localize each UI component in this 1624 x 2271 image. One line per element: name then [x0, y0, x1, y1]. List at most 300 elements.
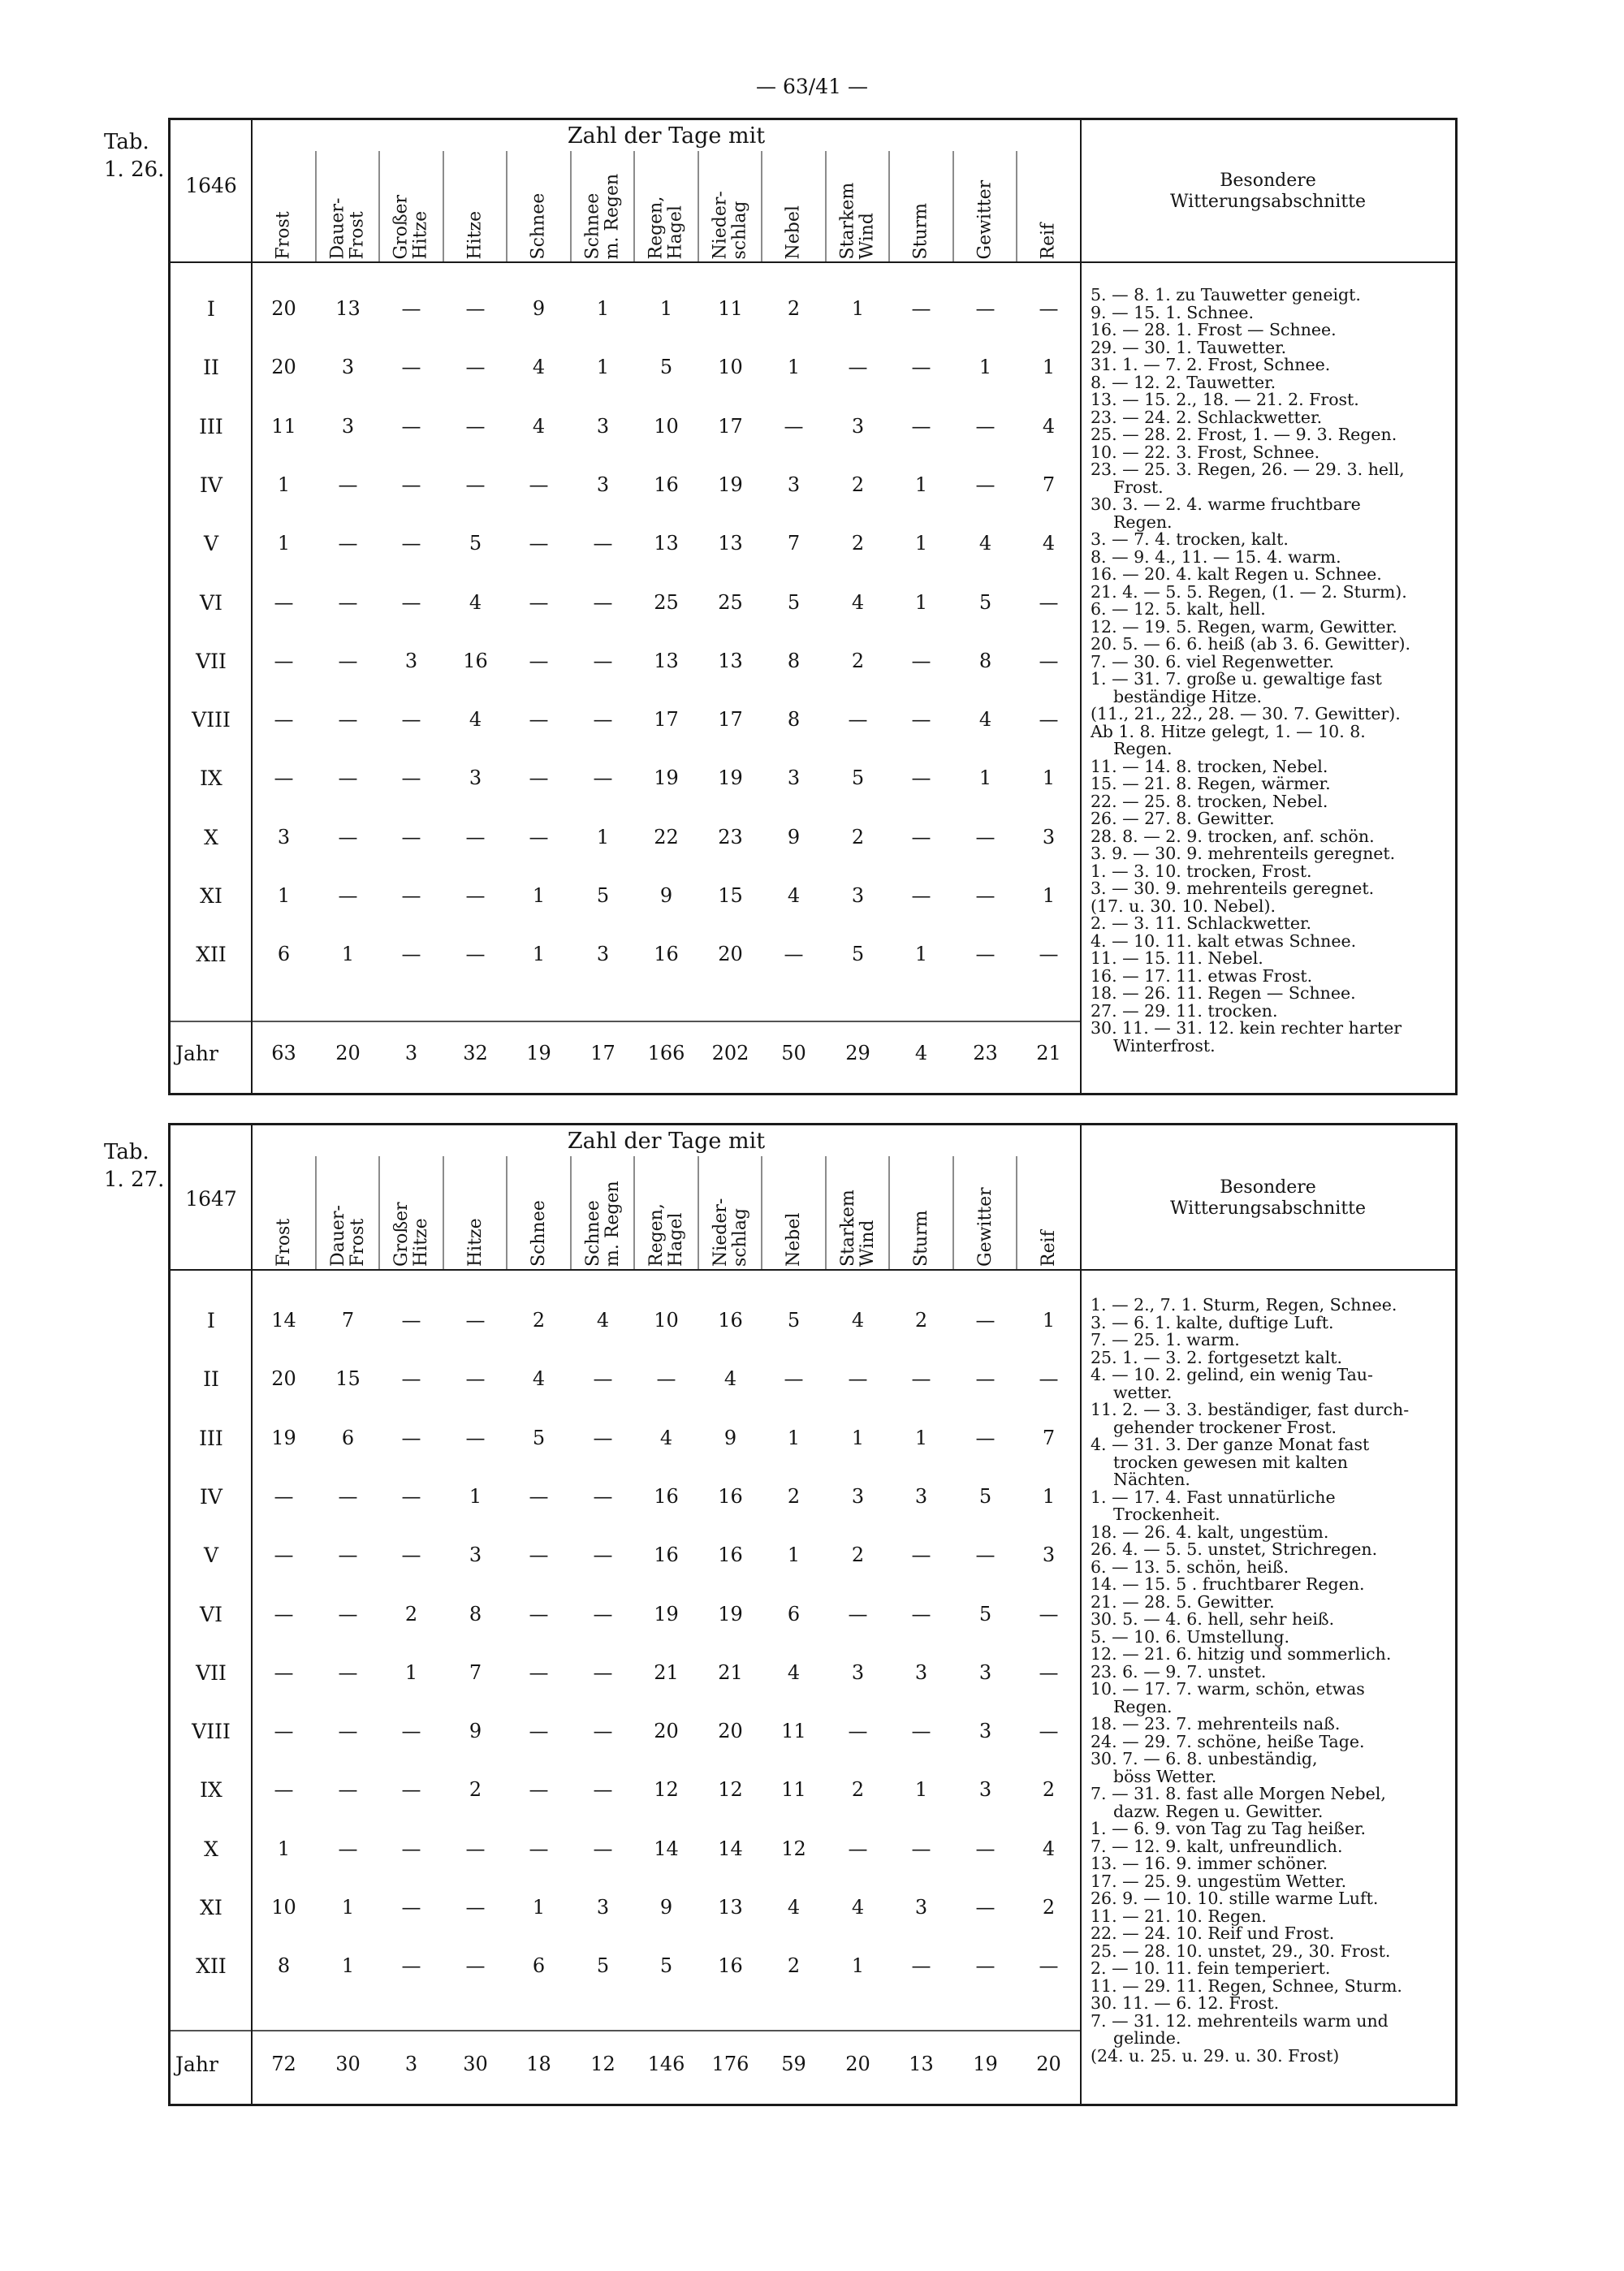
table-cell: 3	[469, 1544, 482, 1567]
table-cell: 13	[335, 297, 361, 320]
remark-line: 25. 1. — 3. 2. fortgesetzt kalt.	[1091, 1347, 1342, 1367]
table-cell: —	[465, 414, 486, 438]
table-cell: 9	[787, 825, 801, 848]
table-cell: —	[593, 1720, 613, 1743]
table-cell: 5	[978, 1602, 992, 1626]
remark-line: 22. — 25. 8. trocken, Nebel.	[1091, 791, 1328, 811]
column-header: Hitze	[464, 210, 486, 259]
table-cell: —	[401, 1837, 421, 1860]
table-cell: —	[593, 1837, 613, 1860]
table-cell: —	[593, 1660, 613, 1684]
table-cell: —	[529, 532, 549, 555]
table-cell: —	[338, 1484, 358, 1508]
table-cell: 2	[851, 473, 865, 496]
table-cell: —	[975, 297, 996, 320]
table-cell: —	[274, 1602, 294, 1626]
remark-line: 15. — 21. 8. Regen, wärmer.	[1091, 774, 1331, 793]
table-cell: —	[975, 825, 996, 848]
table-cell: 2	[851, 1544, 865, 1567]
total-cell: 20	[335, 1042, 361, 1064]
table-cell: 20	[718, 1720, 743, 1743]
table-cell: 8	[787, 708, 801, 732]
total-cell: 146	[647, 2053, 685, 2075]
remark-line: 30. 3. — 2. 4. warme fruchtbare	[1091, 494, 1361, 514]
table-cell: —	[274, 1660, 294, 1684]
table-cell: 1	[532, 1896, 546, 1919]
remark-line: 12. — 19. 5. Regen, warm, Gewitter.	[1091, 616, 1397, 637]
remark-line: 18. — 26. 11. Regen — Schnee.	[1091, 983, 1356, 1003]
table-cell: 1	[787, 1544, 801, 1567]
table-cell: 3	[851, 414, 865, 438]
table-cell: —	[529, 1660, 549, 1684]
table-cell: —	[911, 1544, 931, 1567]
table-cell: 1	[978, 356, 992, 379]
table-year: 1646	[185, 174, 237, 197]
table-cell: 5	[596, 1954, 610, 1978]
column-header: Schnee	[528, 192, 549, 259]
table-cell: 13	[718, 649, 743, 672]
column-header: Schnee m. Regen	[582, 1181, 623, 1267]
month-label: II	[203, 1367, 219, 1392]
table-cell: 5	[851, 766, 865, 790]
month-label: X	[204, 1837, 218, 1861]
table-cell: 13	[654, 532, 679, 555]
table-cell: 4	[659, 1426, 673, 1449]
table-cell: 16	[718, 1544, 743, 1567]
table-cell: 16	[654, 1544, 679, 1567]
table-cell: 9	[723, 1426, 737, 1449]
table-cell: 1	[277, 884, 291, 907]
remark-line: 26. 9. — 10. 10. stille warme Luft.	[1091, 1889, 1379, 1908]
table-cell: —	[593, 1426, 613, 1449]
remark-line: 25. — 28. 2. Frost, 1. — 9. 3. Regen.	[1091, 425, 1397, 444]
table-cell: —	[911, 1837, 931, 1860]
table-cell: —	[401, 708, 421, 732]
table-cell: —	[911, 414, 931, 438]
table-cell: 4	[1042, 414, 1056, 438]
table-cell: 1	[914, 943, 928, 966]
table-cell: 1	[914, 1778, 928, 1802]
table-cell: 19	[718, 473, 743, 496]
table-cell: 3	[787, 473, 801, 496]
table-cell: —	[338, 1660, 358, 1684]
table-cell: —	[338, 1837, 358, 1860]
table-cell: —	[593, 1602, 613, 1626]
table-cell: —	[465, 943, 486, 966]
table-cell: 11	[718, 297, 743, 320]
table-cell: 3	[914, 1896, 928, 1919]
column-header: Schnee	[528, 1200, 549, 1267]
table-cell: 17	[654, 708, 679, 732]
table-cell: 5	[787, 590, 801, 614]
table-cell: 3	[851, 1484, 865, 1508]
total-cell: 19	[526, 1042, 551, 1064]
remark-line: 25. — 28. 10. unstet, 29., 30. Frost.	[1091, 1941, 1391, 1961]
total-cell: 32	[463, 1042, 488, 1064]
column-header: Großer Hitze	[391, 194, 431, 259]
table-cell: —	[338, 766, 358, 790]
table-cell: —	[338, 825, 358, 848]
remark-line: 7. — 25. 1. warm.	[1091, 1330, 1240, 1349]
table-cell: 16	[718, 1484, 743, 1508]
table-cell: —	[529, 1778, 549, 1802]
table-cell: —	[465, 473, 486, 496]
remark-line: Ab 1. 8. Hitze gelegt, 1. — 10. 8.	[1091, 721, 1366, 741]
remark-line: 8. — 12. 2. Tauwetter.	[1091, 372, 1276, 392]
table-cell: —	[784, 1367, 804, 1391]
table-cell: —	[274, 708, 294, 732]
table-cell: 7	[341, 1309, 355, 1332]
table-cell: 7	[1042, 1426, 1056, 1449]
table-cell: —	[529, 590, 549, 614]
month-label: VIII	[192, 1720, 231, 1744]
table-cell: 11	[781, 1778, 806, 1802]
table-cell: —	[593, 766, 613, 790]
table-cell: —	[656, 1367, 676, 1391]
table-cell: —	[401, 1367, 421, 1391]
table-cell: 3	[851, 884, 865, 907]
remark-line: Regen.	[1113, 739, 1173, 758]
table-cell: —	[338, 532, 358, 555]
table-cell: —	[529, 1484, 549, 1508]
month-label: V	[203, 1544, 219, 1568]
table-cell: —	[911, 1367, 931, 1391]
tab-label-1-27	[104, 1138, 164, 1194]
month-label: I	[207, 1309, 215, 1332]
month-label: IX	[200, 766, 222, 791]
table-cell: —	[1039, 297, 1059, 320]
remark-line: 7. — 12. 9. kalt, unfreundlich.	[1091, 1836, 1343, 1856]
table-cell: 15	[335, 1367, 361, 1391]
tab-label-line: Tab.	[104, 130, 149, 154]
table-cell: 20	[271, 356, 296, 379]
table-cell: 22	[654, 825, 679, 848]
table-cell: 13	[718, 532, 743, 555]
column-header: Nieder- schlag	[710, 1198, 750, 1267]
remark-line: 1. — 31. 7. große u. gewaltige fast	[1091, 669, 1382, 689]
remark-line: Frost.	[1113, 477, 1164, 497]
table-cell: 1	[341, 1954, 355, 1978]
remark-line: 7. — 31. 8. fast alle Morgen Nebel,	[1091, 1784, 1386, 1803]
table-cell: 2	[851, 1778, 865, 1802]
table-cell: 10	[271, 1896, 296, 1919]
table-cell: 4	[1042, 532, 1056, 555]
table-cell: 2	[851, 825, 865, 848]
table-cell: —	[465, 1309, 486, 1332]
remark-line: 10. — 22. 3. Frost, Schnee.	[1091, 442, 1320, 462]
month-label: V	[203, 532, 219, 556]
month-label: XI	[200, 1896, 222, 1919]
remark-line: dazw. Regen u. Gewitter.	[1113, 1801, 1324, 1821]
table-cell: —	[401, 1544, 421, 1567]
table-year: 1647	[185, 1187, 237, 1211]
table-cell: 4	[723, 1367, 737, 1391]
total-cell: 20	[845, 2053, 870, 2075]
total-cell: 29	[845, 1042, 870, 1064]
remark-line: 23. 6. — 9. 7. unstet.	[1091, 1661, 1267, 1682]
remark-line: 30. 11. — 31. 12. kein rechter harter	[1091, 1018, 1402, 1038]
remark-line: (11., 21., 22., 28. — 30. 7. Gewitter).	[1091, 704, 1401, 723]
table-cell: —	[338, 708, 358, 732]
table-cell: 9	[469, 1720, 482, 1743]
table-cell: 4	[532, 1367, 546, 1391]
remark-line: 22. — 24. 10. Reif und Frost.	[1091, 1923, 1335, 1943]
table-cell: 17	[718, 414, 743, 438]
table-cell: 2	[851, 649, 865, 672]
table-cell: 1	[978, 766, 992, 790]
table-cell: 1	[914, 1426, 928, 1449]
month-label: XII	[196, 943, 227, 967]
weather-remarks-list	[1091, 1297, 1409, 2065]
remark-line: 23. — 24. 2. Schlackwetter.	[1091, 407, 1323, 427]
table-cell: 10	[654, 414, 679, 438]
remark-line: Trockenheit.	[1113, 1505, 1220, 1524]
table-cell: —	[465, 356, 486, 379]
table-cell: 7	[1042, 473, 1056, 496]
table-cell: —	[1039, 590, 1059, 614]
column-header: Nieder- schlag	[710, 190, 750, 259]
remark-line: 11. 2. — 3. 3. beständiger, fast durch-	[1091, 1400, 1410, 1419]
table-cell: —	[338, 1720, 358, 1743]
remark-line: 31. 1. — 7. 2. Frost, Schnee.	[1091, 355, 1331, 374]
remark-line: 13. — 15. 2., 18. — 21. 2. Frost.	[1091, 390, 1359, 409]
table-cell: —	[848, 1367, 868, 1391]
table-cell: —	[274, 649, 294, 672]
table-cell: 6	[532, 1954, 546, 1978]
total-cell: 20	[1036, 2053, 1061, 2075]
table-cell: 1	[851, 297, 865, 320]
table-cell: 4	[851, 1896, 865, 1919]
remark-line: 18. — 23. 7. mehrenteils naß.	[1091, 1714, 1341, 1733]
table-cell: 4	[469, 708, 482, 732]
table-cell: 7	[787, 532, 801, 555]
remark-line: Nächten.	[1113, 1470, 1190, 1489]
remarks-column-header: Besondere Witterungsabschnitte	[1169, 171, 1367, 212]
table-cell: —	[401, 884, 421, 907]
table-cell: 14	[654, 1837, 679, 1860]
month-label: VI	[200, 590, 222, 615]
remark-line: 29. — 30. 1. Tauwetter.	[1091, 337, 1287, 357]
remark-line: 11. — 14. 8. trocken, Nebel.	[1091, 756, 1328, 776]
table-cell: —	[274, 766, 294, 790]
table-cell: —	[975, 473, 996, 496]
table-cell: —	[401, 1954, 421, 1978]
table-cell: —	[593, 1484, 613, 1508]
table-cell: 1	[277, 532, 291, 555]
table-cell: 19	[718, 766, 743, 790]
table-cell: —	[274, 1484, 294, 1508]
table-cell: —	[401, 766, 421, 790]
table-cell: 3	[596, 473, 610, 496]
table-cell: 15	[718, 884, 743, 907]
table-cell: 16	[718, 1309, 743, 1332]
month-label: VI	[200, 1602, 222, 1626]
month-label: III	[199, 1426, 223, 1450]
table-cell: —	[1039, 943, 1059, 966]
table-cell: 3	[404, 649, 418, 672]
table-cell: —	[338, 473, 358, 496]
total-row-label: Jahr	[175, 1042, 218, 1065]
table-cell: —	[975, 943, 996, 966]
table-cell: 16	[718, 1954, 743, 1978]
table-cell: 1	[532, 884, 546, 907]
table-cell: 10	[718, 356, 743, 379]
table-cell: 1	[1042, 766, 1056, 790]
total-cell: 30	[335, 2053, 361, 2075]
table-cell: —	[1039, 1367, 1059, 1391]
table-cell: —	[465, 1896, 486, 1919]
remark-line: 1. — 17. 4. Fast unnatürliche	[1091, 1487, 1336, 1507]
table-cell: 5	[469, 532, 482, 555]
table-cell: —	[784, 943, 804, 966]
table-cell: 4	[787, 884, 801, 907]
remark-line: (17. u. 30. 10. Nebel).	[1091, 896, 1276, 916]
table-cell: 3	[341, 356, 355, 379]
column-header: Sturm	[910, 202, 931, 259]
table-cell: 3	[787, 766, 801, 790]
table-cell: 1	[277, 1837, 291, 1860]
month-label: IV	[200, 1484, 222, 1509]
table-cell: 1	[659, 297, 673, 320]
total-cell: 13	[909, 2053, 934, 2075]
table-cell: 3	[978, 1778, 992, 1802]
table-cell: —	[593, 590, 613, 614]
table-cell: 3	[277, 825, 291, 848]
column-header: Dauer- Frost	[327, 1205, 368, 1267]
table-cell: —	[338, 649, 358, 672]
table-cell: 5	[532, 1426, 546, 1449]
column-header: Starkem Wind	[837, 1189, 878, 1267]
table-cell: 10	[654, 1309, 679, 1332]
month-label: XI	[200, 884, 222, 908]
table-cell: 2	[404, 1602, 418, 1626]
table-cell: 5	[787, 1309, 801, 1332]
remark-line: 10. — 17. 7. warm, schön, etwas	[1091, 1679, 1365, 1699]
table-cell: —	[1039, 1720, 1059, 1743]
month-label: IX	[200, 1778, 222, 1803]
month-label: II	[203, 356, 219, 380]
table-cell: 3	[978, 1720, 992, 1743]
remark-line: 3. — 7. 4. trocken, kalt.	[1091, 529, 1289, 549]
month-label: XII	[196, 1954, 227, 1979]
table-cell: 16	[654, 943, 679, 966]
table-cell: 4	[1042, 1837, 1056, 1860]
table-cell: 3	[596, 1896, 610, 1919]
table-cell: 25	[654, 590, 679, 614]
table-cell: —	[401, 825, 421, 848]
table-cell: —	[529, 473, 549, 496]
table-cell: 2	[1042, 1896, 1056, 1919]
table-cell: 5	[659, 1954, 673, 1978]
table-cell: 4	[532, 356, 546, 379]
table-cell: —	[593, 1544, 613, 1567]
remark-line: 16. — 28. 1. Frost — Schnee.	[1091, 320, 1337, 339]
table-cell: —	[911, 1954, 931, 1978]
table-cell: 12	[654, 1778, 679, 1802]
total-cell: 176	[711, 2053, 749, 2075]
month-label: VIII	[192, 708, 231, 732]
table-cell: 3	[851, 1660, 865, 1684]
total-cell: 23	[973, 1042, 998, 1064]
total-cell: 3	[404, 1042, 418, 1064]
table-cell: 8	[277, 1954, 291, 1978]
column-header: Dauer- Frost	[327, 197, 368, 259]
total-cell: 19	[973, 2053, 998, 2075]
table-cell: 3	[978, 1660, 992, 1684]
column-header: Reif	[1038, 1230, 1059, 1267]
remark-line: 6. — 12. 5. kalt, hell.	[1091, 599, 1266, 619]
remark-line: gelinde.	[1113, 2028, 1181, 2048]
table-cell: —	[401, 1484, 421, 1508]
remark-line: 12. — 21. 6. hitzig und sommerlich.	[1091, 1644, 1392, 1664]
month-label: X	[204, 825, 218, 849]
group-header-zahl-der-tage: Zahl der Tage mit	[567, 1129, 766, 1154]
table-cell: —	[401, 1896, 421, 1919]
table-cell: —	[401, 473, 421, 496]
table-cell: —	[401, 532, 421, 555]
remark-line: Winterfrost.	[1113, 1035, 1216, 1056]
table-cell: 20	[271, 1367, 296, 1391]
group-header-zahl-der-tage: Zahl der Tage mit	[567, 123, 766, 149]
table-cell: 3	[1042, 1544, 1056, 1567]
table-cell: 13	[654, 649, 679, 672]
remark-line: 1. — 3. 10. trocken, Frost.	[1091, 861, 1312, 881]
table-cell: 5	[978, 590, 992, 614]
month-label: VII	[196, 649, 227, 673]
table-cell: 1	[596, 825, 610, 848]
table-cell: —	[529, 1602, 549, 1626]
remark-line: 21. 4. — 5. 5. Regen, (1. — 2. Sturm).	[1091, 581, 1407, 602]
table-cell: —	[529, 649, 549, 672]
remark-line: 5. — 10. 6. Umstellung.	[1091, 1626, 1290, 1647]
total-cell: 18	[526, 2053, 551, 2075]
table-cell: —	[911, 708, 931, 732]
table-cell: 2	[851, 532, 865, 555]
total-cell: 166	[647, 1042, 685, 1064]
table-cell: 3	[914, 1660, 928, 1684]
table-cell: 1	[469, 1484, 482, 1508]
tab-label-number: 1. 27.	[104, 1168, 165, 1192]
table-cell: 3	[596, 943, 610, 966]
table-cell: 20	[718, 943, 743, 966]
remark-line: 4. — 31. 3. Der ganze Monat fast	[1091, 1435, 1370, 1454]
table-cell: 9	[659, 1896, 673, 1919]
table-cell: 3	[1042, 825, 1056, 848]
table-cell: 4	[978, 708, 992, 732]
remark-line: 13. — 16. 9. immer schöner.	[1091, 1854, 1328, 1873]
table-cell: —	[529, 825, 549, 848]
table-cell: —	[274, 1544, 294, 1567]
table-cell: —	[975, 884, 996, 907]
table-cell: 14	[718, 1837, 743, 1860]
remark-line: 7. — 30. 6. viel Regenwetter.	[1091, 651, 1335, 671]
month-label: VII	[196, 1660, 227, 1685]
total-cell: 59	[781, 2053, 806, 2075]
table-cell: —	[975, 1954, 996, 1978]
total-cell: 63	[271, 1042, 296, 1064]
table-cell: 6	[277, 943, 291, 966]
remark-line: 16. — 20. 4. kalt Regen u. Schnee.	[1091, 564, 1382, 584]
table-cell: 16	[654, 473, 679, 496]
remark-line: trocken gewesen mit kalten	[1113, 1452, 1348, 1472]
column-header: Regen, Hagel	[646, 196, 686, 259]
table-cell: —	[465, 1367, 486, 1391]
column-header: Nebel	[783, 205, 804, 259]
table-cell: —	[911, 825, 931, 848]
table-cell: 4	[596, 1309, 610, 1332]
table-cell: —	[465, 1954, 486, 1978]
table-cell: —	[593, 708, 613, 732]
